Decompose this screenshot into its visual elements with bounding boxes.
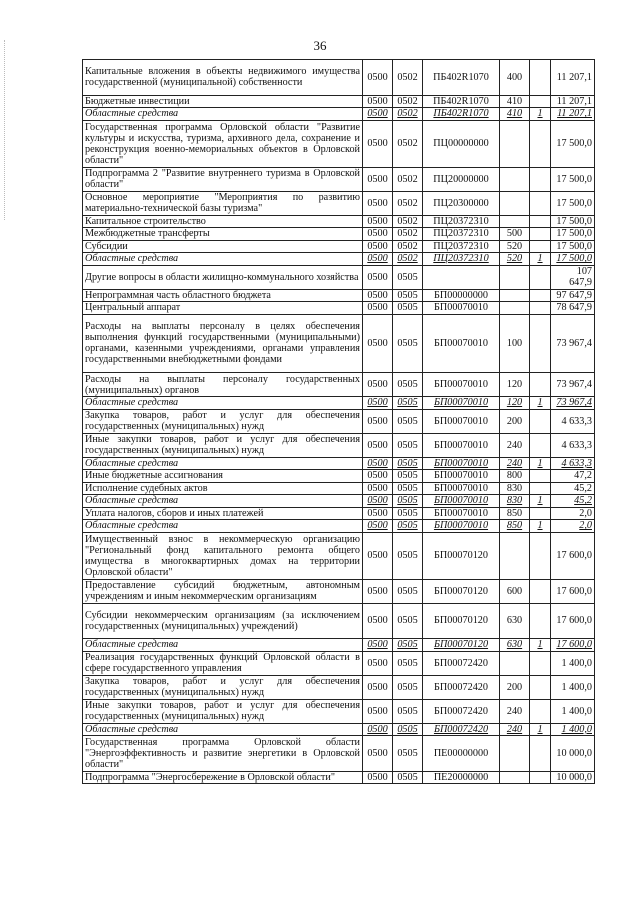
- item-name: Основное мероприятие "Мероприятия по развитию материально-технической базы туризма": [83, 191, 363, 215]
- section-code: 0500: [363, 723, 393, 736]
- table-row: [83, 289, 595, 302]
- funding-source-code: [530, 651, 551, 675]
- subsection-code: 0505: [393, 302, 423, 315]
- item-name: Непрограммная часть областного бюджета: [83, 289, 363, 302]
- funding-source-code: [530, 215, 551, 228]
- subsection-code: 0505: [393, 675, 423, 699]
- subsection-code: 0505: [393, 771, 423, 784]
- table-row: [83, 240, 595, 253]
- table-row-regional-funds: [83, 457, 595, 470]
- amount: 4 633,3: [551, 433, 595, 457]
- section-code: 0500: [363, 302, 393, 315]
- amount: 1 400,0: [551, 723, 595, 736]
- expense-type-code: 240: [500, 723, 530, 736]
- subsection-code: 0502: [393, 167, 423, 191]
- table-row-regional-funds: [83, 397, 595, 410]
- expense-type-code: 600: [500, 579, 530, 603]
- funding-source-code: [530, 736, 551, 772]
- item-name: Межбюджетные трансферты: [83, 228, 363, 241]
- funding-source-code: [530, 579, 551, 603]
- subsection-code: 0505: [393, 482, 423, 495]
- table-row-regional-funds: [83, 520, 595, 533]
- item-name: Областные средства: [83, 108, 363, 121]
- funding-source-code: 1: [530, 639, 551, 652]
- subsection-code: 0505: [393, 457, 423, 470]
- expense-type-code: 850: [500, 507, 530, 520]
- expense-type-code: 520: [500, 240, 530, 253]
- table-row: [83, 675, 595, 699]
- subsection-code: 0502: [393, 215, 423, 228]
- section-code: 0500: [363, 699, 393, 723]
- item-name: Капитальные вложения в объекты недвижимого имущества государственной (муниципальной) собственности: [83, 60, 363, 96]
- section-code: 0500: [363, 228, 393, 241]
- amount: 78 647,9: [551, 302, 595, 315]
- section-code: 0500: [363, 95, 393, 108]
- subsection-code: 0505: [393, 470, 423, 483]
- amount: 11 207,1: [551, 60, 595, 96]
- target-article-code: БП00070010: [423, 433, 500, 457]
- expense-type-code: 500: [500, 228, 530, 241]
- funding-source-code: [530, 228, 551, 241]
- amount: 11 207,1: [551, 108, 595, 121]
- amount: 4 633,3: [551, 457, 595, 470]
- table-row: [83, 532, 595, 579]
- section-code: 0500: [363, 482, 393, 495]
- expense-type-code: 400: [500, 60, 530, 96]
- item-name: Закупка товаров, работ и услуг для обеспечения государственных (муниципальных) нужд: [83, 675, 363, 699]
- item-name: Субсидии: [83, 240, 363, 253]
- table-row: [83, 302, 595, 315]
- target-article-code: БП00070010: [423, 409, 500, 433]
- section-code: 0500: [363, 265, 393, 289]
- target-article-code: БП00070120: [423, 639, 500, 652]
- subsection-code: 0505: [393, 289, 423, 302]
- expense-type-code: 200: [500, 675, 530, 699]
- funding-source-code: [530, 95, 551, 108]
- target-article-code: БП00070010: [423, 457, 500, 470]
- subsection-code: 0502: [393, 95, 423, 108]
- amount: 11 207,1: [551, 95, 595, 108]
- subsection-code: 0505: [393, 409, 423, 433]
- expense-type-code: 410: [500, 108, 530, 121]
- funding-source-code: 1: [530, 108, 551, 121]
- section-code: 0500: [363, 167, 393, 191]
- table-row: [83, 699, 595, 723]
- item-name: Реализация государственных функций Орловской области в сфере государственного управления: [83, 651, 363, 675]
- expense-type-code: 800: [500, 470, 530, 483]
- table-row: [83, 167, 595, 191]
- amount: 1 400,0: [551, 699, 595, 723]
- funding-source-code: [530, 603, 551, 639]
- expense-type-code: [500, 771, 530, 784]
- amount: 2,0: [551, 520, 595, 533]
- target-article-code: ПЕ20000000: [423, 771, 500, 784]
- budget-table-body: [83, 60, 595, 784]
- table-row: [83, 265, 595, 289]
- expense-type-code: 520: [500, 253, 530, 266]
- expense-type-code: [500, 265, 530, 289]
- target-article-code: ПБ402R1070: [423, 108, 500, 121]
- target-article-code: БП00070010: [423, 520, 500, 533]
- target-article-code: ПЦ20372310: [423, 228, 500, 241]
- target-article-code: ПБ402R1070: [423, 95, 500, 108]
- item-name: Областные средства: [83, 520, 363, 533]
- amount: 17 500,0: [551, 228, 595, 241]
- target-article-code: БП00070010: [423, 314, 500, 373]
- section-code: 0500: [363, 639, 393, 652]
- subsection-code: 0505: [393, 507, 423, 520]
- section-code: 0500: [363, 507, 393, 520]
- amount: 4 633,3: [551, 409, 595, 433]
- funding-source-code: [530, 507, 551, 520]
- expense-type-code: 850: [500, 520, 530, 533]
- section-code: 0500: [363, 603, 393, 639]
- table-row-regional-funds: [83, 108, 595, 121]
- table-row: [83, 215, 595, 228]
- table-row: [83, 191, 595, 215]
- target-article-code: БП00070010: [423, 397, 500, 410]
- subsection-code: 0505: [393, 579, 423, 603]
- subsection-code: 0505: [393, 265, 423, 289]
- funding-source-code: [530, 191, 551, 215]
- target-article-code: ПЦ20372310: [423, 215, 500, 228]
- funding-source-code: [530, 60, 551, 96]
- item-name: Иные закупки товаров, работ и услуг для обеспечения государственных (муниципальных) нужд: [83, 699, 363, 723]
- table-row-regional-funds: [83, 639, 595, 652]
- item-name: Иные бюджетные ассигнования: [83, 470, 363, 483]
- table-row: [83, 771, 595, 784]
- item-name: Имущественный взнос в некоммерческую организацию "Региональный фонд капитального ремонта общего имущества в многоквартирных домах на территории Орловской области": [83, 532, 363, 579]
- section-code: 0500: [363, 771, 393, 784]
- expense-type-code: [500, 651, 530, 675]
- item-name: Исполнение судебных актов: [83, 482, 363, 495]
- expense-type-code: 200: [500, 409, 530, 433]
- subsection-code: 0505: [393, 520, 423, 533]
- target-article-code: БП00070010: [423, 495, 500, 508]
- section-code: 0500: [363, 60, 393, 96]
- section-code: 0500: [363, 532, 393, 579]
- item-name: Областные средства: [83, 253, 363, 266]
- table-row: [83, 736, 595, 772]
- section-code: 0500: [363, 409, 393, 433]
- table-row: [83, 409, 595, 433]
- target-article-code: БП00072420: [423, 723, 500, 736]
- funding-source-code: [530, 289, 551, 302]
- target-article-code: ПЦ20000000: [423, 167, 500, 191]
- amount: 10 000,0: [551, 771, 595, 784]
- amount: 2,0: [551, 507, 595, 520]
- section-code: 0500: [363, 191, 393, 215]
- margin-mark: [4, 40, 13, 220]
- amount: 97 647,9: [551, 289, 595, 302]
- amount: 17 500,0: [551, 120, 595, 167]
- target-article-code: БП00070010: [423, 507, 500, 520]
- amount: 73 967,4: [551, 373, 595, 397]
- item-name: Уплата налогов, сборов и иных платежей: [83, 507, 363, 520]
- section-code: 0500: [363, 373, 393, 397]
- amount: 107 647,9: [551, 265, 595, 289]
- funding-source-code: [530, 265, 551, 289]
- expense-type-code: [500, 215, 530, 228]
- expense-type-code: [500, 302, 530, 315]
- expense-type-code: 100: [500, 314, 530, 373]
- funding-source-code: [530, 409, 551, 433]
- expense-type-code: [500, 120, 530, 167]
- funding-source-code: [530, 302, 551, 315]
- expense-type-code: 240: [500, 457, 530, 470]
- target-article-code: БП00070120: [423, 579, 500, 603]
- funding-source-code: 1: [530, 457, 551, 470]
- section-code: 0500: [363, 314, 393, 373]
- amount: 17 500,0: [551, 167, 595, 191]
- section-code: 0500: [363, 108, 393, 121]
- target-article-code: БП00072420: [423, 651, 500, 675]
- subsection-code: 0505: [393, 603, 423, 639]
- budget-table: [82, 59, 595, 784]
- subsection-code: 0505: [393, 736, 423, 772]
- expense-type-code: [500, 532, 530, 579]
- section-code: 0500: [363, 397, 393, 410]
- funding-source-code: [530, 433, 551, 457]
- subsection-code: 0505: [393, 495, 423, 508]
- table-row: [83, 314, 595, 373]
- funding-source-code: [530, 240, 551, 253]
- section-code: 0500: [363, 579, 393, 603]
- subsection-code: 0505: [393, 699, 423, 723]
- target-article-code: ПЦ00000000: [423, 120, 500, 167]
- funding-source-code: 1: [530, 397, 551, 410]
- table-row: [83, 579, 595, 603]
- funding-source-code: [530, 167, 551, 191]
- amount: 10 000,0: [551, 736, 595, 772]
- section-code: 0500: [363, 736, 393, 772]
- expense-type-code: 240: [500, 699, 530, 723]
- table-row: [83, 651, 595, 675]
- section-code: 0500: [363, 433, 393, 457]
- expense-type-code: [500, 191, 530, 215]
- section-code: 0500: [363, 520, 393, 533]
- table-row: [83, 95, 595, 108]
- funding-source-code: [530, 532, 551, 579]
- subsection-code: 0505: [393, 532, 423, 579]
- subsection-code: 0502: [393, 240, 423, 253]
- item-name: Областные средства: [83, 495, 363, 508]
- funding-source-code: [530, 675, 551, 699]
- table-row: [83, 433, 595, 457]
- item-name: Предоставление субсидий бюджетным, автономным учреждениям и иным некоммерческим организациям: [83, 579, 363, 603]
- subsection-code: 0502: [393, 120, 423, 167]
- subsection-code: 0505: [393, 433, 423, 457]
- subsection-code: 0502: [393, 108, 423, 121]
- item-name: Областные средства: [83, 397, 363, 410]
- funding-source-code: 1: [530, 495, 551, 508]
- amount: 73 967,4: [551, 314, 595, 373]
- subsection-code: 0505: [393, 651, 423, 675]
- table-row: [83, 470, 595, 483]
- funding-source-code: [530, 373, 551, 397]
- amount: 73 967,4: [551, 397, 595, 410]
- amount: 45,2: [551, 482, 595, 495]
- subsection-code: 0502: [393, 191, 423, 215]
- expense-type-code: 240: [500, 433, 530, 457]
- expense-type-code: 410: [500, 95, 530, 108]
- item-name: Субсидии некоммерческим организациям (за исключением государственных (муниципальных) учреждений): [83, 603, 363, 639]
- funding-source-code: [530, 120, 551, 167]
- table-row: [83, 228, 595, 241]
- item-name: Центральный аппарат: [83, 302, 363, 315]
- section-code: 0500: [363, 289, 393, 302]
- funding-source-code: 1: [530, 520, 551, 533]
- amount: 47,2: [551, 470, 595, 483]
- target-article-code: ПБ402R1070: [423, 60, 500, 96]
- item-name: Иные закупки товаров, работ и услуг для обеспечения государственных (муниципальных) нужд: [83, 433, 363, 457]
- expense-type-code: 830: [500, 495, 530, 508]
- section-code: 0500: [363, 457, 393, 470]
- table-row: [83, 60, 595, 96]
- target-article-code: БП00070010: [423, 302, 500, 315]
- item-name: Подпрограмма "Энергосбережение в Орловской области": [83, 771, 363, 784]
- target-article-code: БП00070010: [423, 482, 500, 495]
- table-row: [83, 603, 595, 639]
- item-name: Областные средства: [83, 639, 363, 652]
- amount: 17 500,0: [551, 253, 595, 266]
- amount: 17 500,0: [551, 215, 595, 228]
- expense-type-code: 830: [500, 482, 530, 495]
- section-code: 0500: [363, 495, 393, 508]
- page-number: 36: [313, 38, 327, 53]
- subsection-code: 0502: [393, 253, 423, 266]
- item-name: Капитальное строительство: [83, 215, 363, 228]
- subsection-code: 0502: [393, 60, 423, 96]
- target-article-code: БП00070120: [423, 532, 500, 579]
- amount: 17 600,0: [551, 603, 595, 639]
- target-article-code: ПЕ00000000: [423, 736, 500, 772]
- table-row: [83, 120, 595, 167]
- subsection-code: 0505: [393, 314, 423, 373]
- expense-type-code: [500, 167, 530, 191]
- section-code: 0500: [363, 215, 393, 228]
- target-article-code: БП00072420: [423, 675, 500, 699]
- section-code: 0500: [363, 253, 393, 266]
- expense-type-code: 120: [500, 397, 530, 410]
- item-name: Расходы на выплаты персоналу государственных (муниципальных) органов: [83, 373, 363, 397]
- funding-source-code: 1: [530, 723, 551, 736]
- funding-source-code: [530, 699, 551, 723]
- target-article-code: БП00070010: [423, 470, 500, 483]
- amount: 17 600,0: [551, 639, 595, 652]
- section-code: 0500: [363, 470, 393, 483]
- item-name: Государственная программа Орловской области "Развитие культуры и искусства, туризма, архивного дела, сохранение и реконструкция военно-мемориальных объектов в Орловской области": [83, 120, 363, 167]
- item-name: Областные средства: [83, 723, 363, 736]
- item-name: Закупка товаров, работ и услуг для обеспечения государственных (муниципальных) нужд: [83, 409, 363, 433]
- target-article-code: БП00000000: [423, 289, 500, 302]
- funding-source-code: [530, 470, 551, 483]
- table-row: [83, 482, 595, 495]
- expense-type-code: [500, 289, 530, 302]
- funding-source-code: [530, 771, 551, 784]
- expense-type-code: 630: [500, 603, 530, 639]
- amount: 17 600,0: [551, 532, 595, 579]
- table-row-regional-funds: [83, 495, 595, 508]
- target-article-code: ПЦ20372310: [423, 240, 500, 253]
- target-article-code: ПЦ20372310: [423, 253, 500, 266]
- funding-source-code: [530, 482, 551, 495]
- expense-type-code: [500, 736, 530, 772]
- target-article-code: БП00070010: [423, 373, 500, 397]
- subsection-code: 0505: [393, 639, 423, 652]
- target-article-code: ПЦ20300000: [423, 191, 500, 215]
- item-name: Другие вопросы в области жилищно-коммунального хозяйства: [83, 265, 363, 289]
- funding-source-code: 1: [530, 253, 551, 266]
- item-name: Областные средства: [83, 457, 363, 470]
- amount: 1 400,0: [551, 651, 595, 675]
- section-code: 0500: [363, 240, 393, 253]
- table-row: [83, 373, 595, 397]
- target-article-code: БП00070120: [423, 603, 500, 639]
- section-code: 0500: [363, 651, 393, 675]
- item-name: Государственная программа Орловской области "Энергоэффективность и развитие энергетики в Орловской области": [83, 736, 363, 772]
- amount: 17 500,0: [551, 240, 595, 253]
- expense-type-code: 630: [500, 639, 530, 652]
- subsection-code: 0505: [393, 723, 423, 736]
- amount: 1 400,0: [551, 675, 595, 699]
- item-name: Расходы на выплаты персоналу в целях обеспечения выполнения функций государственными (муниципальными) органами, казенными учреждениями, органами управления государственными внебюджетными фондами: [83, 314, 363, 373]
- funding-source-code: [530, 314, 551, 373]
- item-name: Бюджетные инвестиции: [83, 95, 363, 108]
- subsection-code: 0505: [393, 397, 423, 410]
- amount: 17 500,0: [551, 191, 595, 215]
- subsection-code: 0505: [393, 373, 423, 397]
- section-code: 0500: [363, 675, 393, 699]
- item-name: Подпрограмма 2 "Развитие внутреннего туризма в Орловской области": [83, 167, 363, 191]
- subsection-code: 0502: [393, 228, 423, 241]
- table-row-regional-funds: [83, 253, 595, 266]
- expense-type-code: 120: [500, 373, 530, 397]
- table-row: [83, 507, 595, 520]
- section-code: 0500: [363, 120, 393, 167]
- table-row-regional-funds: [83, 723, 595, 736]
- target-article-code: БП00072420: [423, 699, 500, 723]
- amount: 45,2: [551, 495, 595, 508]
- amount: 17 600,0: [551, 579, 595, 603]
- target-article-code: [423, 265, 500, 289]
